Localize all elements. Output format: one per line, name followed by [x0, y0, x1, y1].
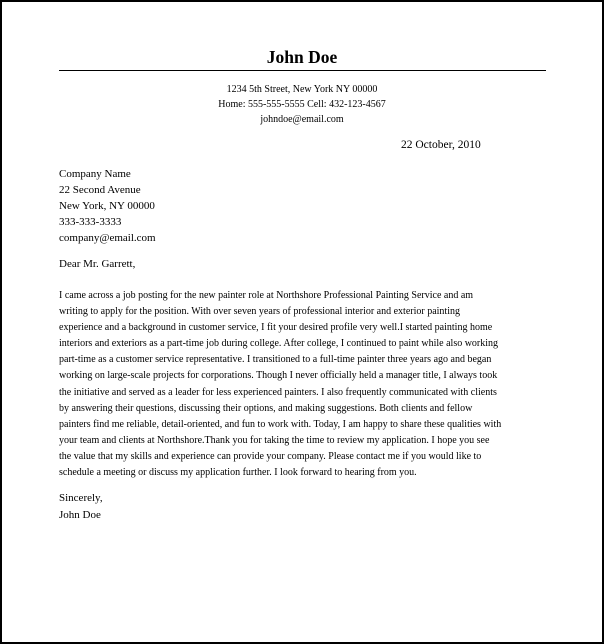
recipient-phone: 333-333-3333 [59, 216, 122, 228]
sender-contact-block [2, 82, 602, 127]
letter-body [59, 288, 501, 481]
recipient-street: 22 Second Avenue [59, 184, 141, 196]
body-line: painters find me reliable, detail-oriented, and fun to work with. Today, I am happy to share these qualities with [59, 418, 502, 430]
recipient-city: New York, NY 00000 [59, 200, 155, 212]
body-line: part-time as a customer service representative. I transitioned to a full-time painter three years ago and began [59, 354, 492, 366]
body-line: writing to apply for the position. With over seven years of professional interior and exterior painting [59, 306, 460, 318]
recipient-company: Company Name [59, 168, 131, 180]
body-line: experience and a background in customer service, I fit your desired profile very well.I started painting home [59, 322, 493, 334]
sender-phones: Home: 555-555-5555 Cell: 432-123-4567 [218, 99, 386, 110]
body-line: working on large-scale projects for corporations. Though I never officially held a manager title, I always took [59, 370, 498, 382]
body-line: the value that my skills and experience can provide your company. Please contact me if you would like to [59, 450, 482, 462]
body-line: I came across a job posting for the new painter role at Northshore Professional Painting Service and am [59, 290, 474, 301]
sender-email: johndoe@email.com [260, 114, 344, 125]
valediction: Sincerely, [59, 492, 103, 504]
body-line: interiors and exteriors as a part-time job during college. After college, I continued to paint while also working [59, 338, 499, 350]
recipient-email: company@email.com [59, 232, 156, 244]
salutation: Dear Mr. Garrett, [59, 258, 136, 270]
header-divider [59, 70, 546, 71]
recipient-block [59, 166, 156, 246]
body-line: the initiative and served as a leader for less experienced painters. I also frequently communicated with clients [59, 386, 497, 398]
letter-date: 22 October, 2010 [401, 139, 481, 151]
sender-name: John Doe [266, 47, 338, 67]
sender-address: 1234 5th Street, New York NY 00000 [226, 84, 378, 95]
signature-name: John Doe [59, 509, 101, 521]
body-line: by answering their questions, discussing their options, and making suggestions. Both clients and fellow [59, 402, 473, 414]
body-line: schedule a meeting or discuss my application further. I look forward to hearing from you. [59, 467, 417, 479]
closing-block [59, 490, 103, 524]
body-line: your team and clients at Northshore.Thank you for taking the time to review my application. I hope you see [59, 434, 490, 446]
